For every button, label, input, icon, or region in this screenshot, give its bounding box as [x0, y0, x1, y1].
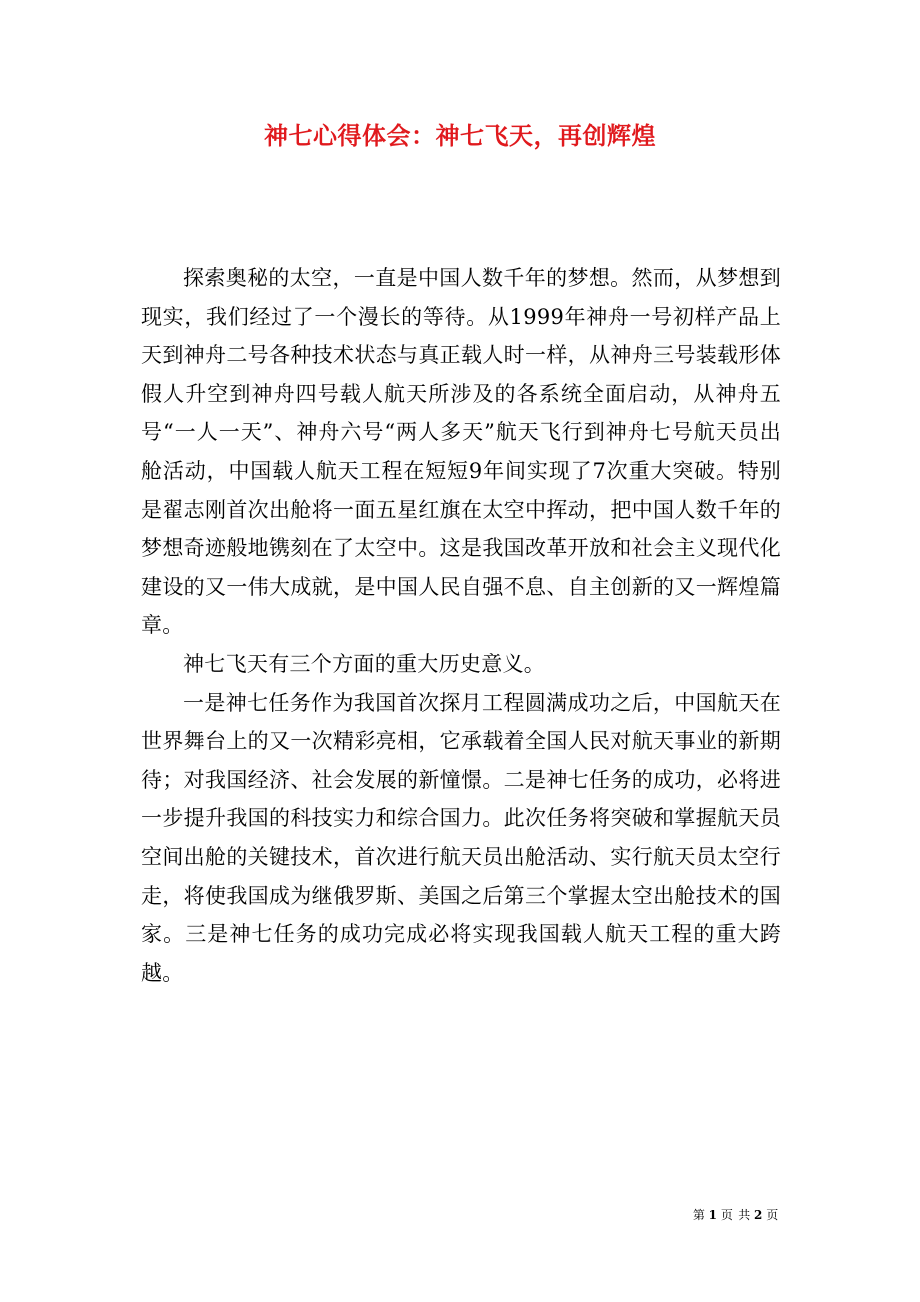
total-page-number: 2: [754, 1208, 764, 1222]
footer-middle: 页 共: [720, 1208, 752, 1222]
paragraph-1: 探索奥秘的太空，一直是中国人数千年的梦想。然而，从梦想到现实，我们经过了一个漫长的等待。从1999年神舟一号初样产品上天到神舟二号各种技术状态与真正载人时一样，从神舟三号装载形体假人升空到神舟四号载人航天所涉及的各系统全面启动，从神舟五号“一人一天”、神舟六号“两人多天”航天飞行到神舟七号航天员出舱活动，中国载人航天工程在短短9年间实现了7次重大突破。特别是翟志刚首次出舱将一面五星红旗在太空中挥动，把中国人数千年的梦想奇迹般地镌刻在了太空中。这是我国改革开放和社会主义现代化建设的又一伟大成就，是中国人民自强不息、自主创新的又一辉煌篇章。: [141, 266, 781, 638]
page-number-footer: [693, 1206, 779, 1224]
footer-suffix: 页: [766, 1208, 779, 1222]
document-body: [141, 259, 781, 992]
paragraph-3: 一是神七任务作为我国首次探月工程圆满成功之后，中国航天在世界舞台上的又一次精彩亮相，它承载着全国人民对航天事业的新期待；对我国经济、社会发展的新憧憬。二是神七任务的成功，必将进一步提升我国的科技实力和综合国力。此次任务将突破和掌握航天员空间出舱的关键技术，首次进行航天员出舱活动、实行航天员太空行走，将使我国成为继俄罗斯、美国之后第三个掌握太空出舱技术的国家。三是神七任务的成功完成必将实现我国载人航天工程的重大跨越。: [141, 690, 781, 985]
footer-prefix: 第: [692, 1208, 706, 1222]
document-title: 神七心得体会：神七飞天，再创辉煌: [264, 121, 656, 150]
paragraph-2: 神七飞天有三个方面的重大历史意义。: [183, 651, 546, 676]
current-page-number: 1: [708, 1208, 718, 1222]
